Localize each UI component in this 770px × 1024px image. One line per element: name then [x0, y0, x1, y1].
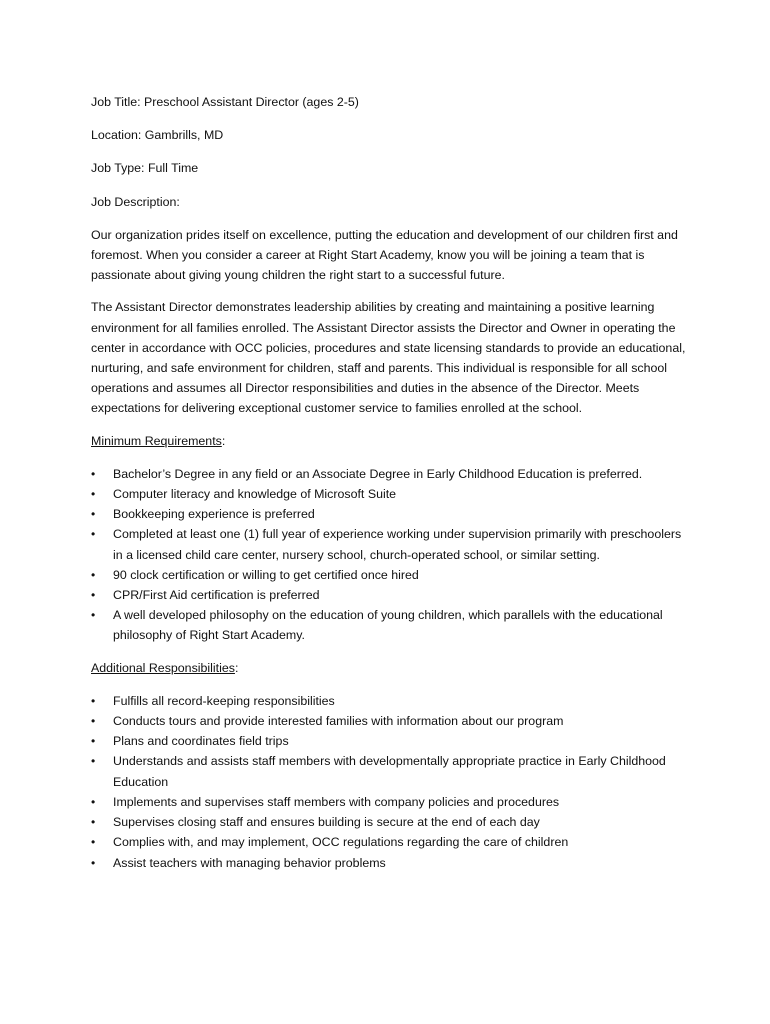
list-item-text: Conducts tours and provide interested families with information about our program — [113, 714, 564, 729]
list-item-text: Bookkeeping experience is preferred — [113, 507, 315, 522]
list-item — [91, 585, 691, 605]
additional-responsibilities-list — [91, 691, 691, 873]
list-item — [91, 605, 691, 645]
list-item-text: Understands and assists staff members with developmentally appropriate practice in Early Childhood Education — [113, 754, 666, 789]
bullet-icon: • — [91, 734, 96, 749]
list-item — [91, 565, 691, 585]
bullet-icon: • — [91, 693, 96, 708]
bullet-icon: • — [91, 527, 96, 542]
list-item-text: A well developed philosophy on the education of young children, which parallels with the educational philosophy of Right Start Academy. — [113, 608, 663, 643]
job-title-line: Job Title: Preschool Assistant Director (ages 2-5) — [91, 95, 359, 109]
job-description-label: Job Description: — [91, 194, 180, 209]
list-item-text: Complies with, and may implement, OCC regulations regarding the care of children — [113, 835, 569, 850]
additional-responsibilities-heading — [91, 658, 691, 678]
list-item-text: Fulfills all record-keeping responsibilities — [113, 693, 335, 708]
list-item — [91, 853, 691, 873]
list-item — [91, 484, 691, 504]
minimum-requirements-list — [91, 464, 691, 646]
list-item-text: Computer literacy and knowledge of Microsoft Suite — [113, 487, 397, 502]
list-item — [91, 792, 691, 812]
list-item-text: CPR/First Aid certification is preferred — [113, 588, 320, 603]
intro-paragraph: Our organization prides itself on excellence, putting the education and development of our children first and foremost. When you consider a career at Right Start Academy, know you will be joining a team that is passionate about giving young children the right start to a successful future. — [91, 227, 678, 283]
bullet-icon: • — [91, 608, 96, 623]
assistant-director-paragraph: The Assistant Director demonstrates leadership abilities by creating and maintaining a positive learning environment for all families enrolled. The Assistant Director assists the Director and Owner in operating the center in accordance with OCC policies, procedures and state licensing standards to provide an educational, nurturing, and safe environment for children, staff and parents. This individual is responsible for all school operations and assumes all Director responsibilities and duties in the absence of the Director. Meets expectations for delivering exceptional customer service to families enrolled at the school. — [91, 300, 686, 416]
list-item-text: Implements and supervises staff members with company policies and procedures — [113, 794, 560, 809]
bullet-icon: • — [91, 855, 96, 870]
heading-colon: : — [234, 660, 239, 675]
list-item-text: 90 clock certification or willing to get certified once hired — [113, 567, 419, 582]
additional-responsibilities-heading-text: Additional Responsibilities — [91, 660, 235, 675]
list-item-text: Bachelor’s Degree in any field or an Associate Degree in Early Childhood Education is preferred. — [113, 466, 643, 481]
list-item-text: Completed at least one (1) full year of experience working under supervision primarily with preschoolers in a licensed child care center, nursery school, church-operated school, or similar setting. — [113, 527, 682, 562]
bullet-icon: • — [91, 794, 96, 809]
minimum-requirements-heading — [91, 431, 691, 451]
job-type-line: Job Type: Full Time — [91, 161, 199, 176]
list-item — [91, 691, 691, 711]
bullet-icon: • — [91, 754, 96, 769]
heading-colon: : — [221, 433, 226, 448]
list-item — [91, 524, 691, 564]
list-item — [91, 504, 691, 524]
bullet-icon: • — [91, 714, 96, 729]
bullet-icon: • — [91, 815, 96, 830]
bullet-icon: • — [91, 835, 96, 850]
list-item-text: Assist teachers with managing behavior problems — [113, 855, 386, 870]
list-item — [91, 751, 691, 791]
bullet-icon: • — [91, 588, 96, 603]
list-item-text: Plans and coordinates field trips — [113, 734, 289, 749]
minimum-requirements-heading-text: Minimum Requirements — [91, 433, 222, 448]
bullet-icon: • — [91, 567, 96, 582]
list-item — [91, 731, 691, 751]
bullet-icon: • — [91, 507, 96, 522]
list-item — [91, 832, 691, 852]
list-item — [91, 812, 691, 832]
list-item — [91, 711, 691, 731]
list-item — [91, 464, 691, 484]
bullet-icon: • — [91, 466, 96, 481]
list-item-text: Supervises closing staff and ensures building is secure at the end of each day — [113, 815, 540, 830]
location-line: Location: Gambrills, MD — [91, 128, 224, 143]
document-page — [91, 92, 691, 885]
bullet-icon: • — [91, 487, 96, 502]
